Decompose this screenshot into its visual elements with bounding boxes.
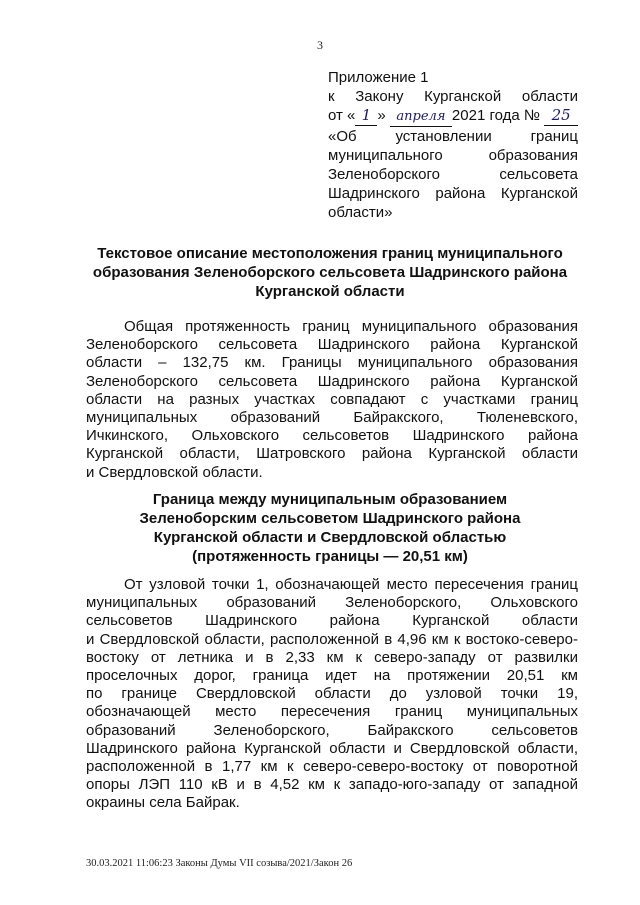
- appendix-subject-5: области»: [328, 204, 393, 221]
- paragraph-line: опоры ЛЭП 110 кВ и в 4,52 км к западо-юго-западу от западной: [86, 776, 578, 794]
- paragraph-line: муниципальных образований Байракского, Тюленевского,: [86, 409, 578, 427]
- paragraph-line: и Свердловской области.: [86, 463, 263, 481]
- paragraph-line: Шадринского района Курганской области и Свердловской области,: [86, 739, 578, 757]
- handwritten-law-number: 25: [544, 106, 578, 126]
- paragraph-line: области – 132,75 км. Границы муниципального образования: [86, 354, 578, 372]
- paragraph-line: От узловой точки 1, обозначающей место пересечения границ: [124, 576, 578, 593]
- paragraph-total-length: [86, 318, 578, 482]
- paragraph-line: обозначающей место пересечения границ муниципальных: [86, 703, 578, 721]
- appendix-subject-3: Зеленоборского сельсовета: [328, 166, 578, 183]
- paragraph-line: по границе Свердловской области до узловой точки 19,: [86, 685, 578, 703]
- handwritten-day: 1: [355, 106, 377, 126]
- title-line: Курганской области и Свердловской областью: [153, 529, 507, 546]
- paragraph-line: области на разных участках совпадают с участками границ: [86, 390, 578, 408]
- page-number: 3: [317, 38, 323, 52]
- paragraph-line: муниципальных образований Зеленоборского, Ольховского: [86, 594, 578, 612]
- paragraph-line: Ичкинского, Ольховского сельсоветов Шадринского района: [86, 427, 578, 445]
- appendix-date-line: [328, 106, 578, 127]
- paragraph-line: окраины села Байрак.: [86, 794, 240, 812]
- paragraph-line: образований Зеленоборского, Байракского сельсоветов: [86, 721, 578, 739]
- appendix-subject-1: «Об установлении границ: [328, 128, 578, 145]
- date-mid: »: [377, 107, 386, 124]
- section-title-description: [80, 244, 580, 301]
- appendix-subject-2: муниципального образования: [328, 147, 578, 164]
- title-line: образования Зеленоборского сельсовета Шадринского района: [92, 264, 568, 281]
- paragraph-line: расположенной в 1,77 км к северо-северо-востоку от поворотной: [86, 758, 578, 776]
- paragraph-line: Зеленоборского сельсовета Шадринского района Курганской: [86, 336, 578, 354]
- date-prefix: от «: [328, 107, 356, 124]
- handwritten-month: апреля: [390, 107, 452, 127]
- paragraph-line: Зеленоборского сельсовета Шадринского района Курганской: [86, 372, 578, 390]
- paragraph-line: Общая протяженность границ муниципального образования: [124, 318, 578, 335]
- title-line: Курганской области: [255, 283, 405, 300]
- appendix-block: [328, 68, 578, 222]
- section-title-sverdlovsk-border: [80, 490, 580, 566]
- paragraph-line: проселочных дорог, граница идет на протяжении 20,51 км: [86, 667, 578, 685]
- paragraph-border-description: [86, 576, 578, 813]
- date-year: 2021 года №: [451, 107, 540, 124]
- title-line: Граница между муниципальным образованием: [152, 491, 508, 508]
- title-line: (протяженность границы — 20,51 км): [192, 548, 468, 565]
- appendix-title: Приложение 1: [328, 69, 429, 86]
- title-line: Зеленоборским сельсоветом Шадринского района: [139, 510, 521, 527]
- document-footer-stamp: 30.03.2021 11:06:23 Законы Думы VII созыва/2021/Закон 26: [86, 858, 353, 869]
- paragraph-line: и Свердловской области, расположенной в 4,96 км к востоко-северо-: [86, 630, 578, 648]
- title-line: Текстовое описание местоположения границ муниципального: [97, 245, 563, 262]
- paragraph-line: Курганской области, Шатровского района Курганской области: [86, 445, 578, 463]
- paragraph-line: востоку от летника и в 2,33 км к северо-западу от развилки: [86, 648, 578, 666]
- paragraph-line: сельсоветов Шадринского района Курганской области: [86, 612, 578, 630]
- appendix-subject-4: Шадринского района Курганской: [328, 185, 578, 202]
- appendix-law-ref: к Закону Курганской области: [328, 88, 578, 105]
